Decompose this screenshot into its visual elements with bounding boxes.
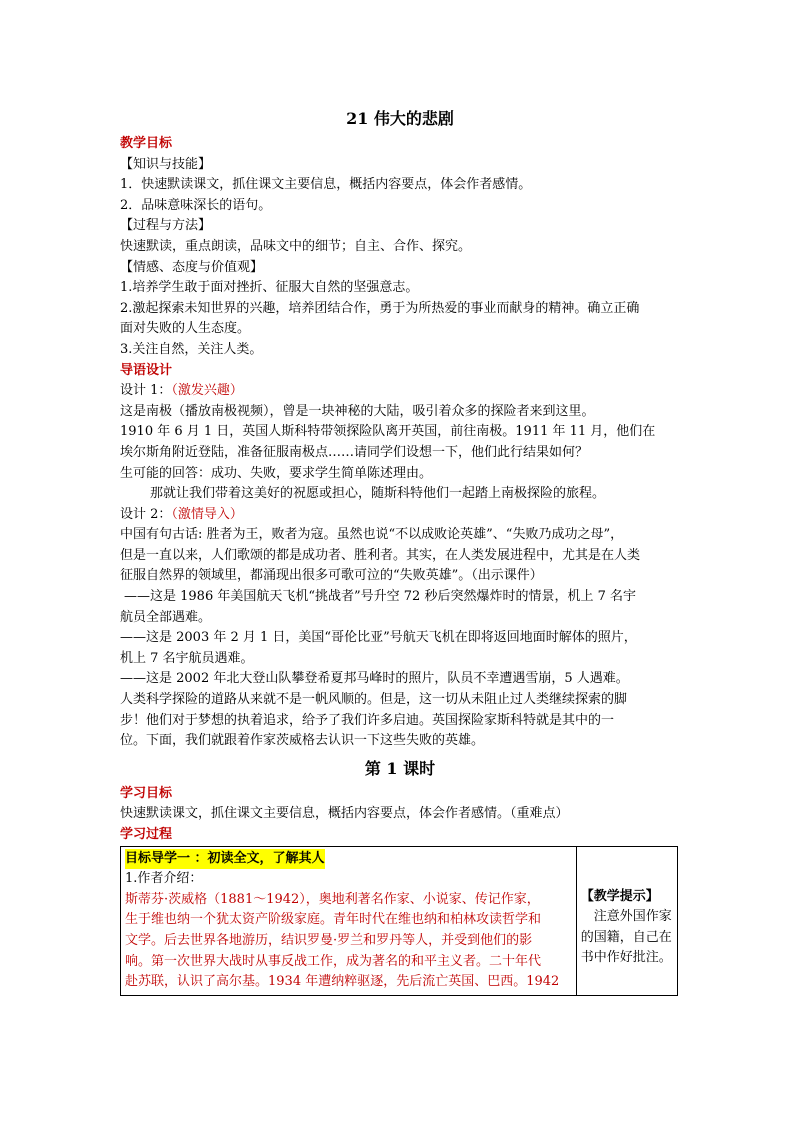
design2-line: ——这是 1986 年美国航天飞机“挑战者”号升空 72 秒后突然爆炸时的情景，机上 7 名宇	[124, 589, 636, 605]
guide-title: 目标导学一 ：初读全文，了解其人	[125, 849, 325, 870]
design2-label-line	[120, 505, 680, 526]
design2-tag: （激情导入）	[171, 506, 243, 522]
knowledge-heading: 【知识与技能】	[120, 156, 212, 172]
design1-line: 这是南极（播放南极视频），曾是一块神秘的大陆，吸引着众多的探险者来到这里。	[120, 403, 595, 419]
design1-label-line	[120, 381, 680, 402]
author-intro-label: 1.作者介绍：	[125, 871, 203, 887]
study-goal-heading: 学习目标	[120, 785, 173, 801]
intro-heading: 导语设计	[120, 362, 173, 378]
emotion-item: 1.培养学生敢于面对挫折、征服大自然的坚强意志。	[120, 280, 419, 296]
bio-line: 生于维也纳一个犹太资产阶级家庭。青年时代在维也纳和柏林攻读哲学和	[125, 912, 542, 928]
design2-line: ——这是 2003 年 2 月 1 日，美国“哥伦比亚”号航天飞机在即将返回地面时解体的照片，	[120, 630, 637, 646]
knowledge-item: 2．品味意味深长的语句。	[120, 197, 272, 213]
design2-line: ——这是 2002 年北大登山队攀登希夏邦马峰时的照片，队员不幸遭遇雪崩，5 人遇难。	[120, 671, 629, 687]
emotion-item: 2.激起探索未知世界的兴趣，培养团结合作，勇于为所热爱的事业而献身的精神。确立正确	[120, 300, 640, 316]
design2-line: 中国有句古话: 胜者为王，败者为寇。虽然也说“不以成败论英雄”、“失败乃成功之母”，	[120, 527, 624, 543]
knowledge-item: 1．快速默读课文，抓住课文主要信息，概括内容要点，体会作者感情。	[120, 177, 532, 193]
lesson-title: 第 1 课时	[364, 758, 436, 778]
emotion-item: 3.关注自然，关注人类。	[120, 341, 263, 357]
design1-line: 那就让我们带着这美好的祝愿或担心，随斯科特他们一起踏上南极探险的旅程。	[150, 486, 606, 502]
design2-line: 步！他们对于梦想的执着追求，给予了我们许多启迪。英国探险家斯科特就是其中的一	[120, 712, 615, 728]
guide-cell	[121, 846, 577, 995]
guide-title-line	[125, 849, 572, 870]
tip-text: 注意外国作家的国籍，自己在书中作好批注。	[580, 909, 672, 966]
design2-line: 征服自然界的领域里，都涌现出很多可歌可泣的“失败英雄”。（出示课件）	[120, 568, 543, 584]
study-process-heading: 学习过程	[120, 827, 173, 842]
design1-tag: （激发兴趣）	[171, 383, 243, 399]
design1-line: 生可能的回答：成功、失败，要求学生简单陈述理由。	[120, 465, 433, 481]
study-process-table	[120, 846, 678, 996]
page-title: 21 伟大的悲剧	[346, 109, 454, 128]
design2-label: 设计 2：	[120, 506, 172, 522]
design1-line: 埃尔斯角附近登陆，准备征服南极点……请同学们设想一下，他们此行结果如何？	[120, 444, 589, 460]
objectives-heading: 教学目标	[120, 136, 173, 151]
design2-line: 机上 7 名宇航员遇难。	[120, 650, 254, 666]
bio-line: 文学。后去世界各地游历，结识罗曼·罗兰和罗丹等人，并受到他们的影	[125, 932, 533, 948]
process-heading: 【过程与方法】	[120, 218, 212, 234]
bio-line: 斯蒂芬·茨威格（1881～1942），奥地利著名作家、小说家、传记作家，	[125, 891, 540, 907]
emotion-heading: 【情感、态度与价值观】	[120, 259, 264, 275]
document-page	[120, 104, 680, 996]
design2-line: 航员全部遇难。	[120, 609, 212, 625]
tip-heading: 【教学提示】	[580, 888, 659, 904]
bio-line: 赴苏联，认识了高尔基。1934 年遭纳粹驱逐，先后流亡英国、巴西。1942	[125, 974, 560, 990]
design1-line: 1910 年 6 月 1 日，英国人斯科特带领探险队离开英国，前往南极。1911 年 11 月，他们在	[120, 424, 656, 440]
design2-line: 位。下面，我们就跟着作家茨威格去认识一下这些失败的英雄。	[120, 733, 485, 749]
process-text: 快速默读，重点朗读，品味文中的细节；自主、合作、探究。	[120, 238, 472, 254]
bio-line: 响。第一次世界大战时从事反战工作，成为著名的和平主义者。二十年代	[125, 953, 542, 969]
emotion-item: 面对失败的人生态度。	[120, 321, 251, 337]
design2-line: 但是一直以来，人们歌颂的都是成功者、胜利者。其实，在人类发展进程中，尤其是在人类	[120, 547, 641, 563]
design2-line: 人类科学探险的道路从来就不是一帆风顺的。但是，这一切从未阻止过人类继续探索的脚	[120, 692, 628, 708]
study-goal-text: 快速默读课文，抓住课文主要信息，概括内容要点，体会作者感情。（重难点）	[120, 806, 569, 822]
tip-cell	[576, 846, 677, 995]
design1-label: 设计 1：	[120, 383, 172, 399]
